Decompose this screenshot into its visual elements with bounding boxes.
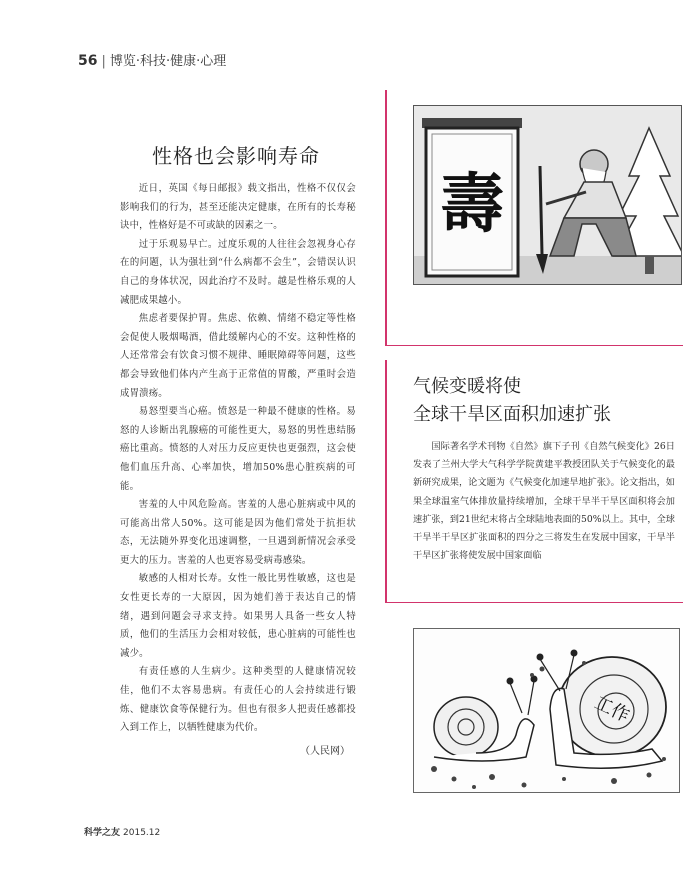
article2-body	[413, 438, 675, 565]
calligraphy-character: 壽	[440, 167, 504, 242]
article2-title-line2: 全球干旱区面积加速扩张	[413, 404, 611, 425]
header-divider: |	[101, 54, 106, 69]
article1-paragraph: 过于乐观易早亡。过度乐观的人往往会忽视身心存在的问题，认为强壮到“什么病都不会生”，会错误认识自己的身体状况，因此治疗不及时。越是性格乐观的人减肥成果越小。	[120, 238, 356, 306]
article2-title	[413, 373, 673, 429]
issue-date: 2015.12	[123, 828, 161, 838]
snail-cartoon-illustration	[413, 628, 680, 793]
page-number: 56	[78, 53, 98, 69]
article1-title: 性格也会影响寿命	[152, 144, 320, 168]
page-header	[78, 50, 226, 69]
vertical-divider-top	[385, 90, 387, 345]
page-footer	[84, 825, 160, 838]
magazine-name: 科学之友	[84, 828, 121, 838]
horizontal-divider-2	[385, 602, 683, 603]
article1-paragraph: 易怒型要当心癌。愤怒是一种最不健康的性格。易怒的人诊断出乳腺癌的可能性更大，易怒的男性患结肠癌比重高。愤怒的人对压力反应更快也更强烈，这会使他们血压升高、心率加快，增加50%患心脏疾病的可能。	[120, 406, 356, 492]
article1-paragraph: 焦虑者要保护胃。焦虑、依赖、情绪不稳定等性格会促使人吸烟喝酒，借此缓解内心的不安。这种性格的人还常常会有饮食习惯不规律、睡眠障碍等问题，这些都会导致他们体内产生高于正常值的胃酸，严重时会造成胃溃疡。	[120, 313, 356, 399]
horizontal-divider-1	[385, 345, 683, 346]
article2-title-line1: 气候变暖将使	[413, 376, 521, 397]
article1-body	[120, 180, 356, 738]
section-label: 博览·科技·健康·心理	[109, 54, 227, 69]
article1-paragraph: 近日，英国《每日邮报》载文指出，性格不仅仅会影响我们的行为，甚至还能决定健康，在所有的长寿秘诀中，性格好是不可或缺的因素之一。	[120, 183, 356, 232]
article1-source: （人民网）	[300, 746, 350, 757]
article1-paragraph: 有责任感的人生病少。这种类型的人健康情况较佳，他们不太容易患病。有责任心的人会持续进行锻炼、健康饮食等保健行为。但也有很多人把责任感都投入到工作上，以牺牲健康为代价。	[120, 666, 356, 734]
calligraphy-cartoon-svg	[414, 106, 681, 284]
snail-cartoon-svg	[414, 629, 679, 792]
article2-paragraph: 国际著名学术刊物《自然》旗下子刊《自然气候变化》26日发表了兰州大学大气科学学院黄建平教授团队关于气候变化的最新研究成果，论文题为《气候变化加速旱地扩张》。论文指出，如果全球温室气体排放量持续增加，全球干旱半干旱区面积将会加速扩张，到21世纪末将占全球陆地表面的50%以上。其中，全球干旱半干旱区扩张面积的四分之三将发生在发展中国家，干旱半干旱区扩张将使发展中国家面临	[413, 441, 675, 562]
vertical-divider-bottom	[385, 360, 387, 602]
article1-paragraph: 害羞的人中风危险高。害羞的人患心脏病或中风的可能高出常人50%。这可能是因为他们常处于抗拒状态，无法随外界变化迅速调整，一旦遇到新情况会承受更大的压力。害羞的人也更容易受病毒感染。	[120, 499, 356, 566]
calligraphy-cartoon-illustration	[413, 105, 682, 285]
article1-paragraph: 敏感的人相对长寿。女性一般比男性敏感，这也是女性更长寿的一大原因，因为她们善于表达自己的情绪，遇到问题会寻求支持。如果男人具备一些女人特质，他们的生活压力会相对较低，患心脏病的可能性也减少。	[120, 573, 356, 659]
shell-text: 工作	[591, 692, 633, 727]
